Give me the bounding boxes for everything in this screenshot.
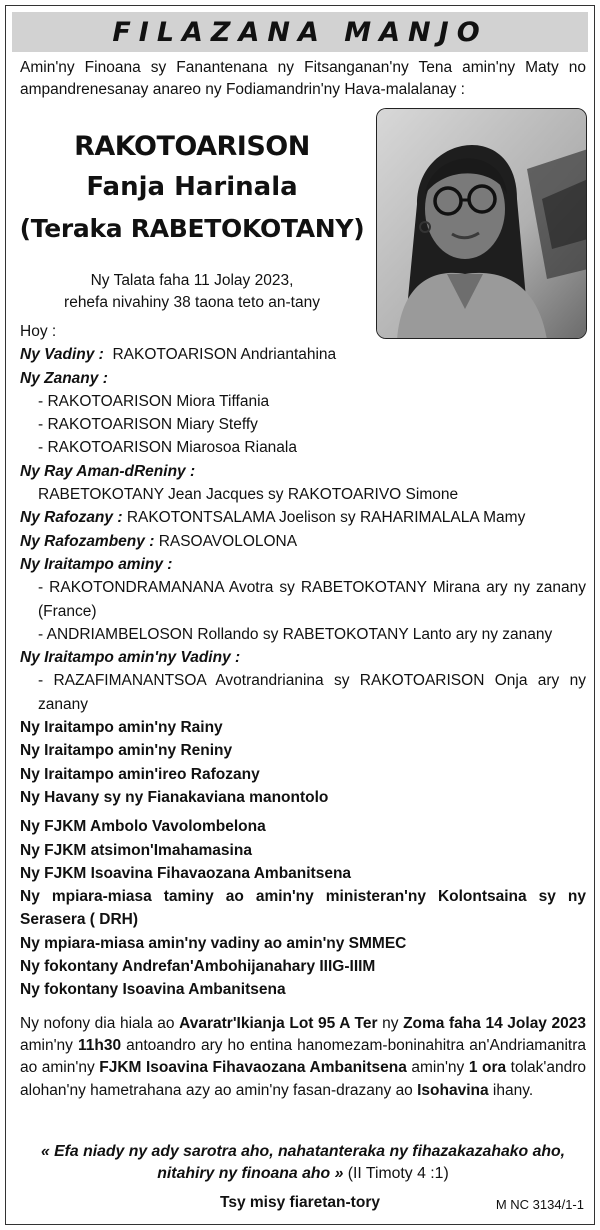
organization-item: Ny mpiara-miasa amin'ny vadiny ao amin'ny SMMEC (20, 934, 407, 952)
funeral-text: Ny nofony dia hiala ao (20, 1015, 180, 1032)
ray-aman-dreniny-label: Ny Ray Aman-dReniny : (20, 462, 196, 480)
extended-family-item: Ny Iraitampo amin'ny Rainy (20, 719, 223, 737)
rafozany-value: RAKOTONTSALAMA Joelison sy RAHARIMALALA Mamy (126, 509, 526, 527)
quote-reference: (II Timoty 4 :1) (343, 1165, 449, 1182)
intro-text: Amin'ny Finoana sy Fanantenana ny Fitsanganan'ny Tena amin'ny Maty no ampandrenesanay anareo ny Fodiamandrin'ny Hava-malalanay : (20, 59, 586, 98)
organization-item: Ny FJKM atsimon'Imahamasina (20, 841, 252, 859)
extended-family-item: Ny Iraitampo amin'ny Reniny (20, 742, 233, 760)
funeral-tomb: Isohavina (417, 1081, 489, 1099)
rafozambeny-entry (20, 530, 586, 553)
funeral-text: ihany. (488, 1081, 534, 1099)
funeral-text: tolak'andro alohan'ny hametrahana azy ao amin'ny fasan-drazany ao (20, 1059, 586, 1099)
iraitampo-label: Ny Iraitampo aminy : (20, 555, 173, 573)
funeral-text: ny (377, 1015, 404, 1032)
deceased-name-block (12, 126, 372, 249)
ray-aman-dreniny-value: RABETOKOTANY Jean Jacques sy RAKOTOARIVO Simone (38, 486, 459, 504)
organization-item: Ny fokontany Isoavina Ambanitsena (20, 981, 286, 999)
funeral-duration: 1 ora (468, 1059, 507, 1077)
rafozany-entry (20, 506, 586, 529)
zanany-item: - RAKOTOARISON Miarosoa Rianala (38, 439, 297, 457)
date-block (12, 270, 372, 314)
rafozambeny-value: RASOAVOLOLONA (158, 532, 298, 550)
iraitampo-item: - RAKOTONDRAMANANA Avotra sy RABETOKOTANY Mirana ary ny zanany (France) (38, 579, 586, 620)
organization-item: Ny fokontany Andrefan'Ambohijanahary IIIG-IIIM (20, 958, 376, 976)
organization-item: Ny mpiara-miasa taminy ao amin'ny ministeran'ny Kolontsaina sy ny Serasera ( DRH) (20, 888, 586, 929)
notice-reference: M NC 3134/1-1 (495, 1197, 584, 1212)
iraitampo-item: - ANDRIAMBELOSON Rollando sy RABETOKOTANY Lanto ary ny zanany (38, 625, 553, 643)
funeral-church: FJKM Isoavina Fihavaozana Ambanitsena (99, 1059, 407, 1077)
extended-family-item: Ny Iraitampo amin'ireo Rafozany (20, 765, 260, 783)
rafozany-label: Ny Rafozany : (20, 509, 123, 527)
portrait-image (377, 109, 587, 339)
zanany-item: - RAKOTOARISON Miary Steffy (38, 416, 258, 434)
funeral-date: Zoma faha 14 Jolay 2023 (403, 1015, 587, 1032)
rafozambeny-label: Ny Rafozambeny : (20, 532, 155, 550)
deceased-photo (376, 108, 587, 339)
no-wake-notice: Tsy misy fiaretan-tory (220, 1194, 380, 1211)
funeral-text: amin'ny (406, 1059, 469, 1077)
deceased-given-names: Fanja Harinala (86, 172, 298, 202)
vadiny-label: Ny Vadiny : (20, 346, 104, 364)
header-band (12, 12, 588, 52)
vadiny-entry (20, 343, 586, 366)
zanany-item: - RAKOTOARISON Miora Tiffania (38, 392, 270, 410)
funeral-time: 11h30 (77, 1037, 122, 1055)
quote-close: » (330, 1165, 344, 1182)
age-line: rehefa nivahiny 38 taona teto an-tany (64, 294, 320, 311)
iraitampo-vadiny-label: Ny Iraitampo amin'ny Vadiny : (20, 649, 241, 667)
funeral-text: amin'ny (20, 1037, 78, 1055)
organization-item: Ny FJKM Ambolo Vavolombelona (20, 818, 266, 836)
extended-family-item: Ny Havany sy ny Fianakaviana manontolo (20, 788, 329, 806)
hoy-label: Hoy : (20, 323, 57, 340)
iraitampo-vadiny-item: - RAZAFIMANANTSOA Avotrandrianina sy RAKOTOARISON Onja ary ny zanany (38, 672, 586, 713)
funeral-place: Avaratr'Ikianja Lot 95 A Ter (179, 1015, 378, 1032)
scripture-quote (20, 1141, 586, 1185)
notice-title: FILAZANA MANJO (112, 16, 488, 48)
deceased-surname: RAKOTOARISON (74, 131, 310, 162)
deceased-maiden-name: (Teraka RABETOKOTANY) (19, 214, 365, 243)
organization-item: Ny FJKM Isoavina Fihavaozana Ambanitsena (20, 864, 352, 882)
quote-line-1: « Efa niady ny ady sarotra aho, nahatanteraka ny fihazakazahako aho, (40, 1143, 566, 1160)
funeral-details (20, 1013, 586, 1102)
date-line: Ny Talata faha 11 Jolay 2023, (90, 272, 294, 289)
zanany-label: Ny Zanany : (20, 369, 108, 387)
family-list (20, 320, 586, 1002)
funeral-text: antoandro ary ho entina hanomezam-boninahitra an'Andriamanitra ao amin'ny (20, 1037, 586, 1077)
vadiny-value: RAKOTOARISON Andriantahina (112, 346, 337, 364)
quote-line-2: nitahiry ny finoana aho (157, 1165, 331, 1182)
